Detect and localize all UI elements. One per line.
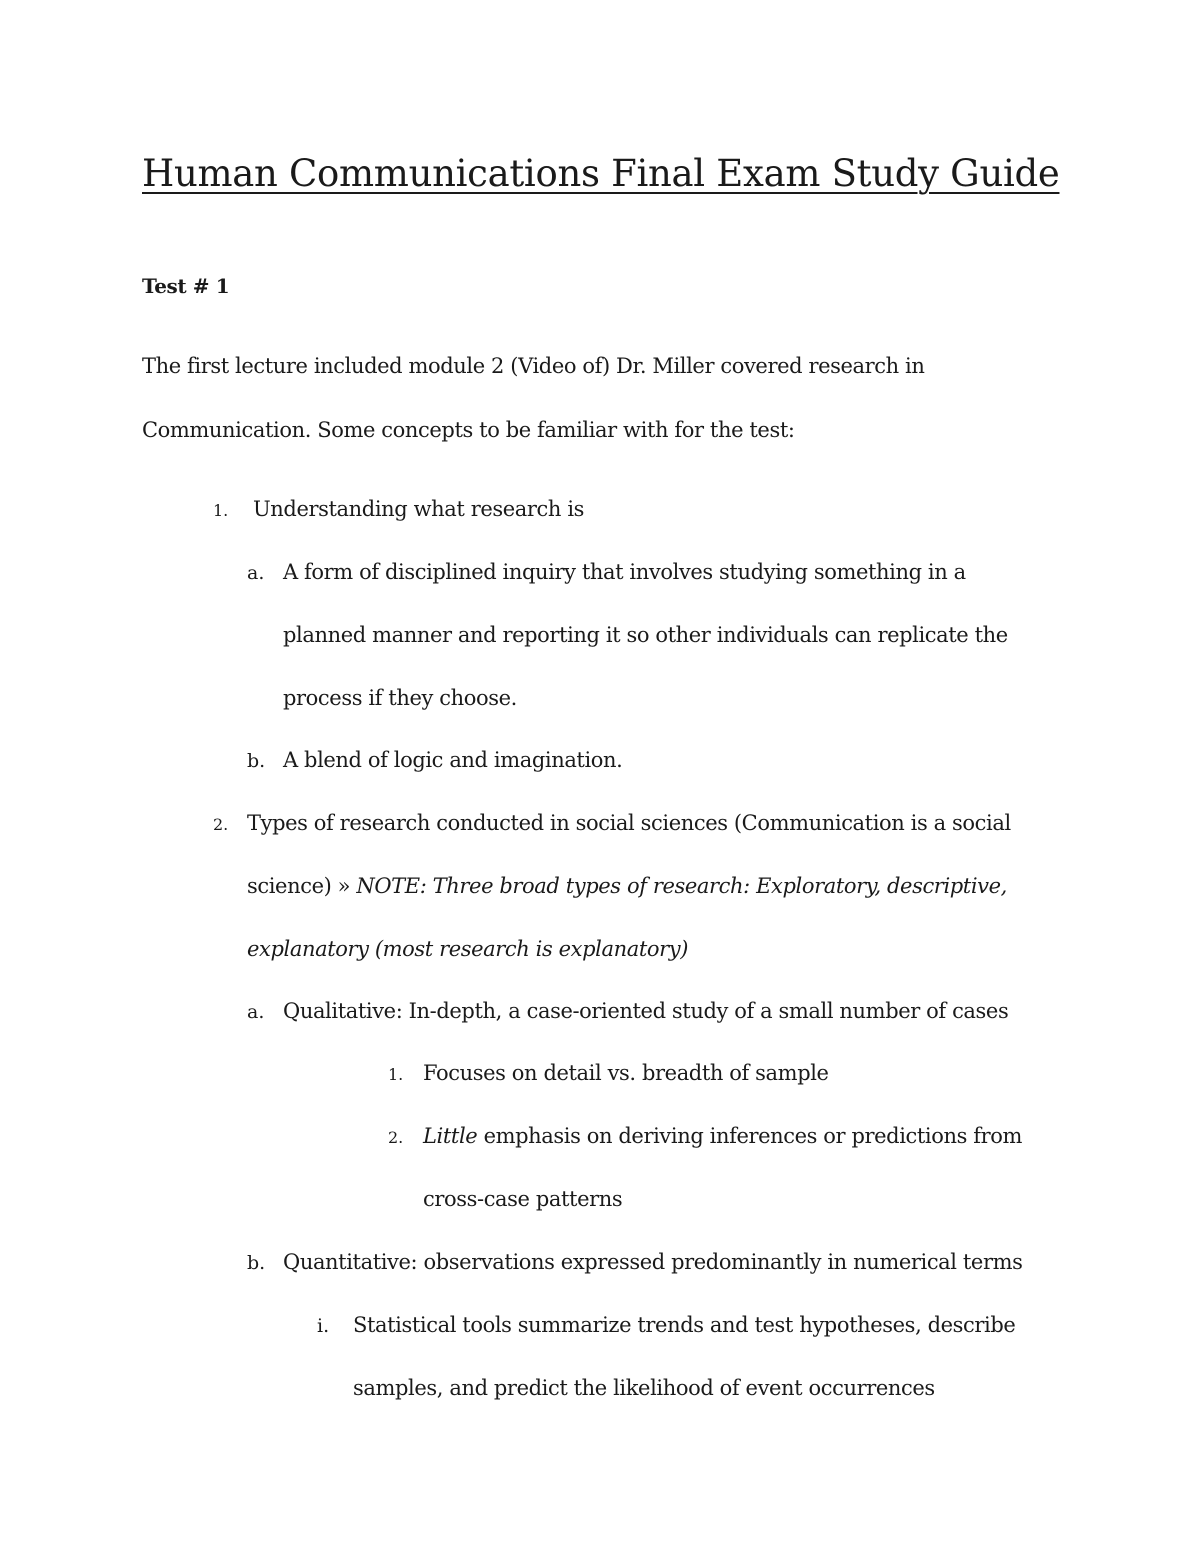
list-marker-2b-i: i.	[317, 1315, 330, 1337]
item-1a-line-1: A form of disciplined inquiry that involves studying something in a	[283, 560, 966, 584]
item-1a-line-3: process if they choose.	[283, 686, 517, 710]
item-2a-1-text: Focuses on detail vs. breadth of sample	[423, 1061, 829, 1085]
item-2a-2-line-1	[423, 1121, 1022, 1151]
document-title: Human Communications Final Exam Study Guide	[142, 152, 1060, 195]
item-1b-text: A blend of logic and imagination.	[283, 748, 623, 772]
list-marker-2: 2.	[213, 815, 229, 834]
list-marker-2a: a.	[247, 1001, 265, 1023]
item-2-note-continued: explanatory (most research is explanatory)	[247, 937, 689, 961]
item-1a-line-2: planned manner and reporting it so other individuals can replicate the	[283, 623, 1008, 647]
item-2-line-2-plain: science) »	[247, 874, 357, 898]
section-heading: Test # 1	[142, 274, 230, 298]
item-1-text: Understanding what research is	[253, 497, 585, 521]
item-2b-text: Quantitative: observations expressed predominantly in numerical terms	[283, 1250, 1023, 1274]
item-2-note: NOTE: Three broad types of research: Exploratory, descriptive,	[356, 874, 1007, 898]
list-marker-1: 1.	[213, 501, 229, 520]
item-2-line-2	[247, 871, 1007, 901]
item-2a-2-rest: emphasis on deriving inferences or predictions from	[477, 1124, 1023, 1148]
item-2-line-1: Types of research conducted in social sciences (Communication is a social	[247, 811, 1011, 835]
intro-line-1: The first lecture included module 2 (Video of) Dr. Miller covered research in	[142, 354, 925, 378]
item-2a-2-line-2: cross-case patterns	[423, 1187, 623, 1211]
list-marker-1a: a.	[247, 562, 265, 584]
list-marker-2b: b.	[247, 1252, 266, 1274]
item-2a-2-emphasis: Little	[423, 1124, 478, 1148]
intro-line-2: Communication. Some concepts to be familiar with for the test:	[142, 418, 795, 442]
item-2a-text: Qualitative: In-depth, a case-oriented study of a small number of cases	[283, 999, 1009, 1023]
item-2b-i-line-2: samples, and predict the likelihood of event occurrences	[353, 1376, 935, 1400]
item-2b-i-line-1: Statistical tools summarize trends and test hypotheses, describe	[353, 1313, 1016, 1337]
list-marker-2a-1: 1.	[388, 1065, 404, 1084]
list-marker-2a-2: 2.	[388, 1128, 404, 1147]
list-marker-1b: b.	[247, 750, 266, 772]
